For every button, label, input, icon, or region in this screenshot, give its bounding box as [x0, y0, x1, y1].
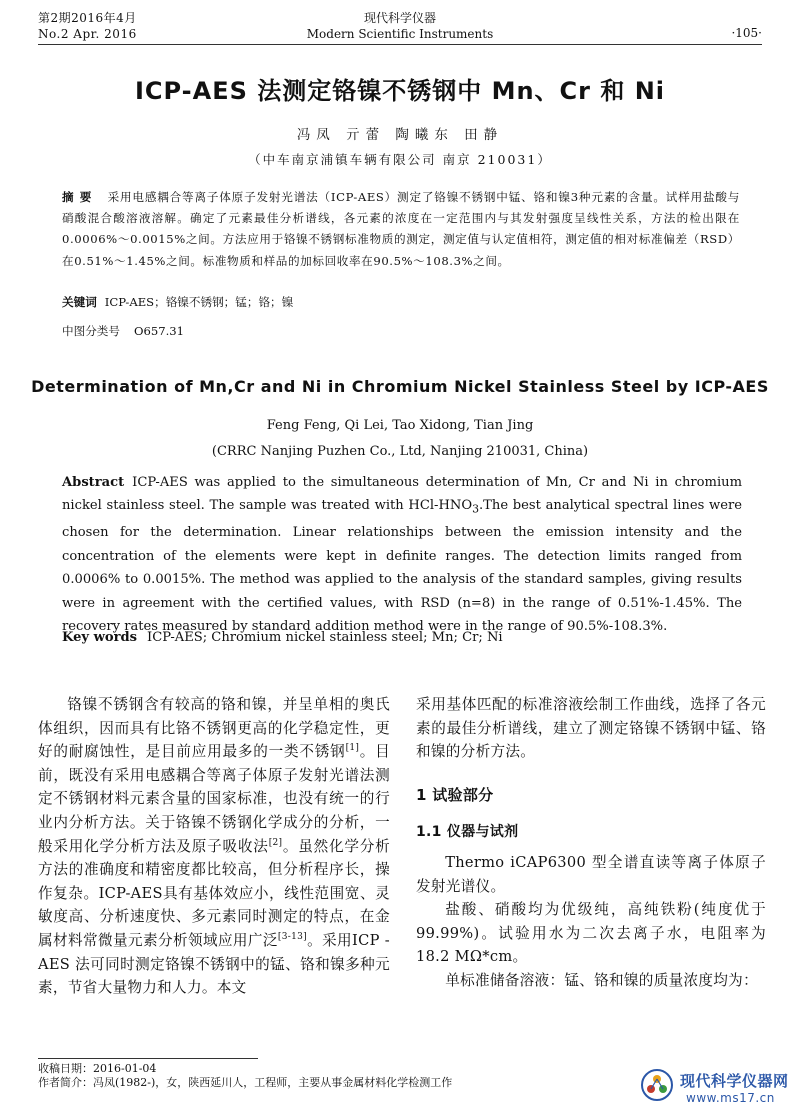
running-header-journal	[300, 10, 500, 42]
intro-text-c: 。虽然化学分析方法的准确度和精密度都比较高，但分析程序长，操作复杂。ICP-AES具有基体效应小，线性范围宽、灵敏度高、分析速度快、多元素同时测定的特点，在金属材料常微量元素分析领域应用广泛	[38, 837, 390, 949]
affiliation-cn: （中车南京浦镇车辆有限公司 南京 210031）	[248, 152, 552, 167]
abstract-en-text-2: .The best analytical spectral lines were chosen for the determination. Linear relationships between the emission intensity and the concentration of the elements were kept in definite ranges. The detection limits ranged from 0.0006% to 0.0015%. The method was applied to the analysis of the standard samples, giving results were in agreement with the certified values, with RSD (n=8) in the range of 0.51%-1.45%. The recovery rates measured by standard addition method were in the range of 90.5%-108.3%.	[62, 498, 742, 635]
abstract-cn-text: 采用电感耦合等离子体原子发射光谱法（ICP-AES）测定了铬镍不锈钢中锰、铬和镍3种元素的含量。试样用盐酸与硝酸混合酸溶液溶解。确定了元素最佳分析谱线，各元素的浓度在一定范围内与其发射强度呈线性关系，方法的检出限在0.0006%～0.0015%之间。方法应用于铬镍不锈钢标准物质的测定，测定值与认定值相符，测定值的相对标准偏差（RSD）在0.51%～1.45%之间。标准物质和样品的加标回收率在90.5%～108.3%之间。	[62, 190, 740, 268]
site-watermark	[640, 1060, 790, 1110]
watermark-url: www.ms17.cn	[686, 1091, 775, 1105]
abstract-en-label: Abstract	[62, 475, 125, 490]
classification-cn	[62, 323, 184, 339]
keywords-en	[62, 630, 503, 645]
authors-cn: 冯凤 亓蕾 陶曦东 田静	[296, 127, 504, 143]
keywords-cn-label: 关键词	[62, 295, 97, 309]
classification-cn-text: O657.31	[133, 324, 185, 338]
received-date: 收稿日期：2016-01-04	[38, 1062, 157, 1075]
stock-solution-paragraph: 单标准储备溶液：锰、铬和镍的质量浓度均为：	[445, 971, 758, 989]
page-number: ·105·	[731, 26, 762, 40]
footnote	[38, 1062, 452, 1090]
paper-title-en: Determination of Mn,Cr and Ni in Chromium Nickel Stainless Steel by ICP-AES	[31, 377, 769, 396]
authors-en: Feng Feng, Qi Lei, Tao Xidong, Tian Jing	[266, 418, 534, 433]
abstract-en	[62, 471, 742, 638]
header-rule	[38, 44, 762, 45]
instrument-paragraph: Thermo iCAP6300 型全谱直读等离子体原子发射光谱仪。	[416, 853, 766, 895]
intro-paragraph	[38, 693, 390, 1000]
subscript: 3	[472, 503, 480, 517]
molecule-logo-icon	[640, 1068, 674, 1102]
keywords-en-text: ICP-AES; Chromium nickel stainless steel; Mn; Cr; Ni	[147, 630, 503, 645]
keywords-cn	[62, 294, 293, 310]
journal-en: Modern Scientific Instruments	[306, 27, 494, 41]
body-left-column	[38, 693, 390, 1000]
issue-en: No.2 Apr. 2016	[38, 27, 137, 41]
classification-cn-label: 中图分类号	[62, 324, 120, 338]
abstract-cn-label: 摘要	[62, 190, 98, 204]
abstract-en-text-1: ICP-AES was applied to the simultaneous determination of Mn, Cr and Ni in chromium nickel stainless steel. The sample was treated with HCl-HNO	[62, 475, 742, 514]
author-bio: 作者简介：冯凤(1982-)，女，陕西延川人，工程师，主要从事金属材料化学检测工作	[38, 1076, 453, 1089]
footnote-rule	[38, 1058, 258, 1059]
keywords-en-label: Key words	[62, 630, 138, 645]
intro-text-a: 铬镍不锈钢含有较高的铬和镍，并呈单相的奥氏体组织，因而具有比铬不锈钢更高的化学稳定性，更好的耐腐蚀性，是目前应用最多的一类不锈钢	[38, 696, 390, 761]
keywords-cn-text: ICP-AES；铬镍不锈钢；锰；铬；镍	[104, 295, 294, 309]
ref-2: [2]	[268, 837, 283, 848]
ref-1: [1]	[345, 743, 360, 754]
watermark-name: 现代科学仪器网	[680, 1072, 789, 1090]
affiliation-en: (CRRC Nanjing Puzhen Co., Ltd, Nanjing 210031, China)	[211, 444, 589, 459]
section-heading-1-1: 1.1 仪器与试剂	[416, 824, 519, 841]
journal-cn: 现代科学仪器	[363, 11, 436, 25]
paper-title-cn: ICP-AES 法测定铬镍不锈钢中 Mn、Cr 和 Ni	[134, 77, 666, 105]
body-right-column	[416, 693, 766, 993]
running-header-issue	[38, 10, 137, 42]
issue-cn: 第2期2016年4月	[38, 11, 137, 25]
section-heading-1: 1 试验部分	[416, 785, 494, 804]
ref-3-13: [3-13]	[277, 932, 307, 943]
abstract-cn	[62, 187, 740, 272]
intro-text-b: 。目前，既没有采用电感耦合等离子体原子发射光谱法测定不锈钢材料元素含量的国家标准，也没有统一的行业内分析方法。关于铬镍不锈钢化学成分的分析，一般采用化学分析方法及原子吸收法	[38, 743, 390, 855]
intro-continuation: 采用基体匹配的标准溶液绘制工作曲线，选择了各元素的最佳分析谱线，建立了测定铬镍不锈钢中锰、铬和镍的分析方法。	[416, 696, 766, 761]
reagent-paragraph: 盐酸、硝酸均为优级纯，高纯铁粉(纯度优于99.99%)。试验用水为二次去离子水，电阻率为18.2 MΩ*cm。	[416, 901, 766, 966]
intro-text-d: 。采用ICP -AES 法可同时测定铬镍不锈钢中的锰、铬和镍多种元素，节省大量物力和人力。本文	[38, 931, 390, 997]
